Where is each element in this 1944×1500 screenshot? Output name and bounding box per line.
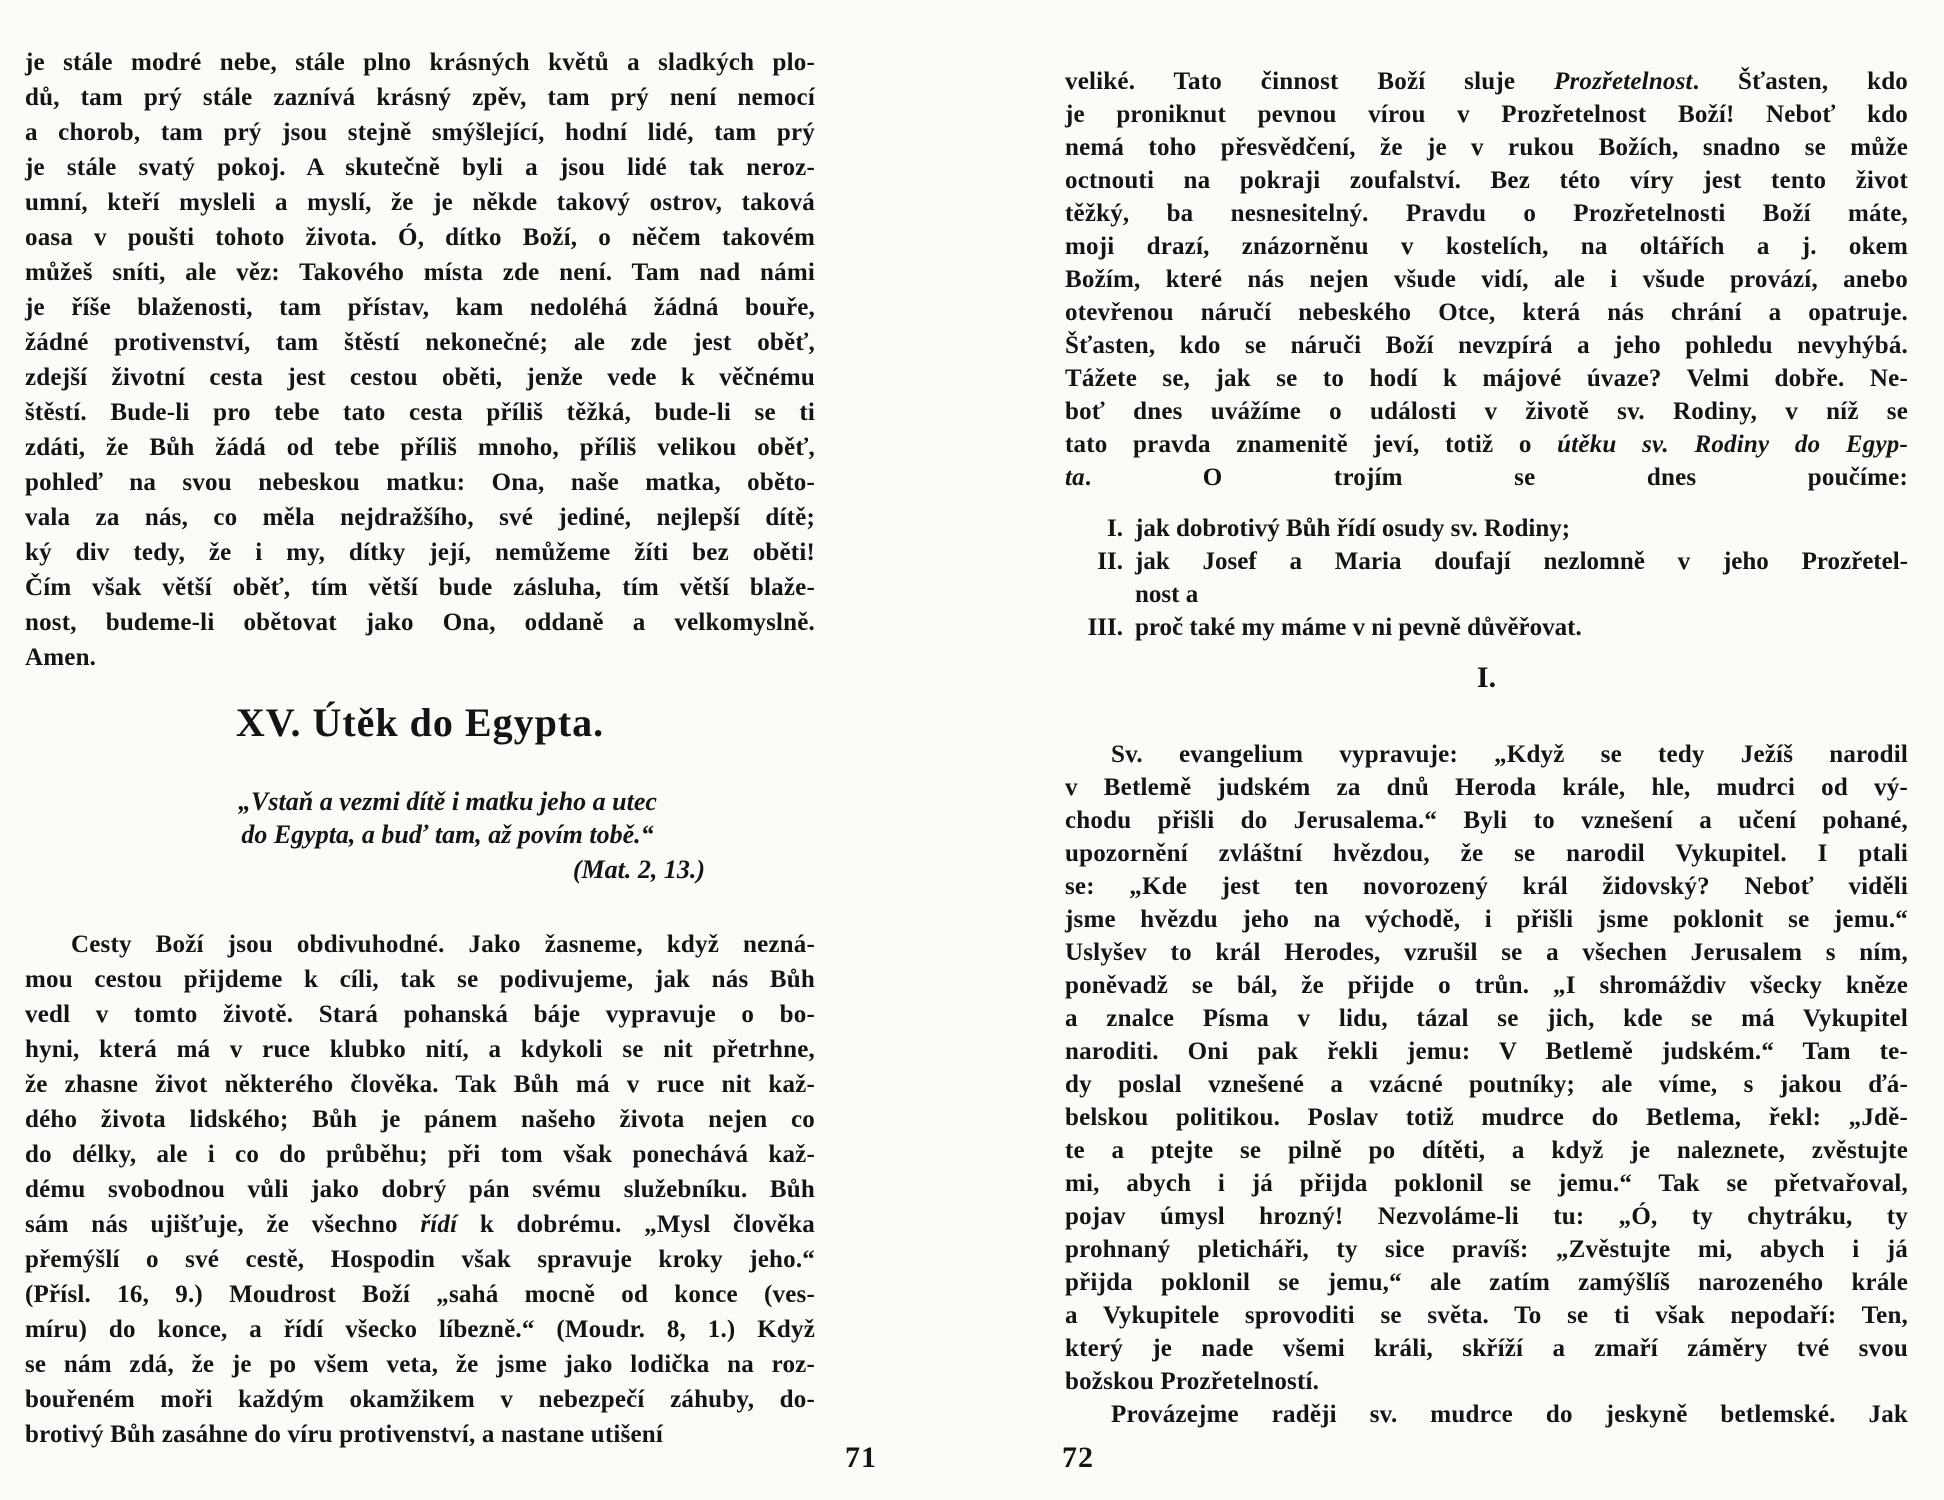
page-number-left: 71	[845, 1441, 877, 1474]
right-paragraph-1: Sv. evangelium vypravuje: „Když se tedy Ježíš narodil v Betlemě judském za dnů Heroda krále, hle, mudrci od vý- chodu přišli do Jerusalema.“ Byli to vznešení a učení pohané, upozornění zvláštní hvězdou, že se narodil Vykupitel. I ptali se: „Kde jest ten novorozený král židovský? Neboť viděli jsme hvězdu jeho na východě, i přišli jsme poklonit se jemu.“ Uslyšev to král Herodes, vzrušil se a všechen Jerusalem s ním, poněvadž se bál, že přijde o trůn. „I shromáždiv všecky kněze a znalce Písma v lidu, tázal se jich, kde se má Vykupitel naroditi. Oni pak řekli jemu: V Betlemě judském.“ Tam te- dy poslal vznešené a vzácné poutníky; ale víme, s jakou ďá- belskou politikou. Poslav totiž mudrce do Betlema, řekl: „Jdě- te a ptejte se pilně po dítěti, a když je naleznete, zvěstujte mi, abych i já přijda poklonil se jemu.“ Tak se přetvařoval, pojav úmysl hrozný! Nezvoláme-li tu: „Ó, ty chytráku, ty prohnaný pleticháři, ty sice pravíš: „Zvěstujte mi, abych i já přijda poklonil se jemu,“ ale zatím zamýšlíš narozeného krále a Vykupitele sprovoditi se světa. To se ti však nepodaří: Ten, který je nade všemi králi, skříží a zmaří záměry tvé svou božskou Prozřetelností.	[1065, 741, 1908, 1395]
list-numeral: I.	[1107, 515, 1123, 542]
page-number-right: 72	[1062, 1441, 1094, 1474]
page-right	[1065, 65, 1908, 1431]
list-item	[1065, 545, 1908, 611]
chapter-heading: XV. Útěk do Egypta.	[235, 700, 605, 745]
list-item	[1065, 512, 1908, 545]
list-item-text: jak Josef a Maria doufají nezlomně v jeho Prozřetel- nost a	[1135, 548, 1908, 608]
epigraph-source: (Mat. 2, 13.)	[572, 855, 705, 884]
left-paragraph-1: Cesty Boží jsou obdivuhodné. Jako žasneme, když nezná- mou cestou přijdeme k cíli, tak se podivujeme, jak nás Bůh vedl v tomto životě. Stará pohanská báje vypravuje o bo- hyni, která má v ruce klubko nití, a kdykoli se nit přetrhne, že zhasne život některého člověka. Tak Bůh má v ruce nit kaž- dého života lidského; Bůh je pánem našeho života nejen co do délky, ale i co do průběhu; při tom však ponechává kaž- dému svobodnou vůli jako dobrý pán svému služebníku. Bůh sám nás ujišťuje, že všechno řídí k dobrému. „Mysl člověka přemýšlí o své cestě, Hospodin však spravuje kroky jeho.“ (Přísl. 16, 9.) Moudrost Boží „sahá mocně od konce (ves- míru) do konce, a řídí všecko líbezně.“ (Moudr. 8, 1.) Když se nám zdá, že je po všem veta, že jsme jako lodička na roz- bouřeném moři každým okamžikem v nebezpečí záhuby, do- brotivý Bůh zasáhne do víru protivenství, a nastane utišení	[25, 931, 815, 1448]
list-item-text: jak dobrotivý Bůh řídí osudy sv. Rodiny;	[1135, 515, 1571, 542]
page-left	[25, 45, 815, 1452]
left-paragraph-continuation: je stále modré nebe, stále plno krásných květů a sladkých plo- dů, tam prý stále zaznívá krásný zpěv, tam prý není nemocí a chorob, tam prý jsou stejně smýšlející, hodní lidé, tam prý je stále svatý pokoj. A skutečně byli a jsou lidé tak neroz- umní, kteří mysleli a myslí, že je někde takový ostrov, taková oasa v poušti tohoto života. Ó, dítko Boží, o něčem takovém můžeš sníti, ale věz: Takového místa zde není. Tam nad námi je říše blaženosti, tam přístav, kam nedoléhá žádná bouře, žádné protivenství, tam štěstí nekonečné; ale zde jest oběť, zdejší životní cesta jest cestou oběti, jenže vede k věčnému štěstí. Bude-li pro tebe tato cesta příliš těžká, bude-li se ti zdáti, že Bůh žádá od tebe příliš mnoho, příliš velikou oběť, pohleď na svou nebeskou matku: Ona, naše matka, oběto- vala za nás, co měla nejdražšího, své jediné, nejlepší dítě; ký div tedy, že i my, dítky její, nemůžeme žíti bez oběti! Čím však větší oběť, tím větší bude zásluha, tím větší blaže- nost, budeme-li obětovat jako Ona, oddaně a velkomyslně. Amen.	[25, 49, 815, 671]
list-numeral: II.	[1097, 548, 1123, 575]
right-paragraph-continuation: veliké. Tato činnost Boží sluje Prozřetelnost. Šťasten, kdo je proniknut pevnou vírou v Prozřetelnost Boží! Neboť kdo nemá toho přesvědčení, že je v rukou Božích, snadno se může octnouti na pokraji zoufalství. Bez této víry jest tento život těžký, ba nesnesitelný. Pravdu o Prozřetelnosti Boží máte, moji drazí, znázorněnu v kostelích, na oltářích a j. okem Božím, které nás nejen všude vidí, ale i všude provází, anebo otevřenou náručí nebeského Otce, která nás chrání a opatruje. Šťasten, kdo se náruči Boží nevzpírá a jeho pohledu nevyhýbá. Tážete se, jak se to hodí k májové úvaze? Velmi dobře. Ne- boť dnes uvážíme o události v životě sv. Rodiny, v níž se tato pravda znamenitě jeví, totiž o útěku sv. Rodiny do Egyp- ta. O trojím se dnes poučíme:	[1065, 68, 1908, 491]
list-numeral: III.	[1087, 614, 1123, 641]
section-heading: I.	[1476, 661, 1497, 694]
right-paragraph-2: Provázejme raději sv. mudrce do jeskyně betlemské. Jak	[1111, 1401, 1908, 1428]
topic-list	[1065, 512, 1908, 644]
list-item-text: proč také my máme v ni pevně důvěřovat.	[1135, 614, 1582, 641]
epigraph: „Vstaň a vezmi dítě i matku jeho a utec do Egypta, a buď tam, až povím tobě.“	[238, 787, 657, 849]
list-item	[1065, 611, 1908, 644]
